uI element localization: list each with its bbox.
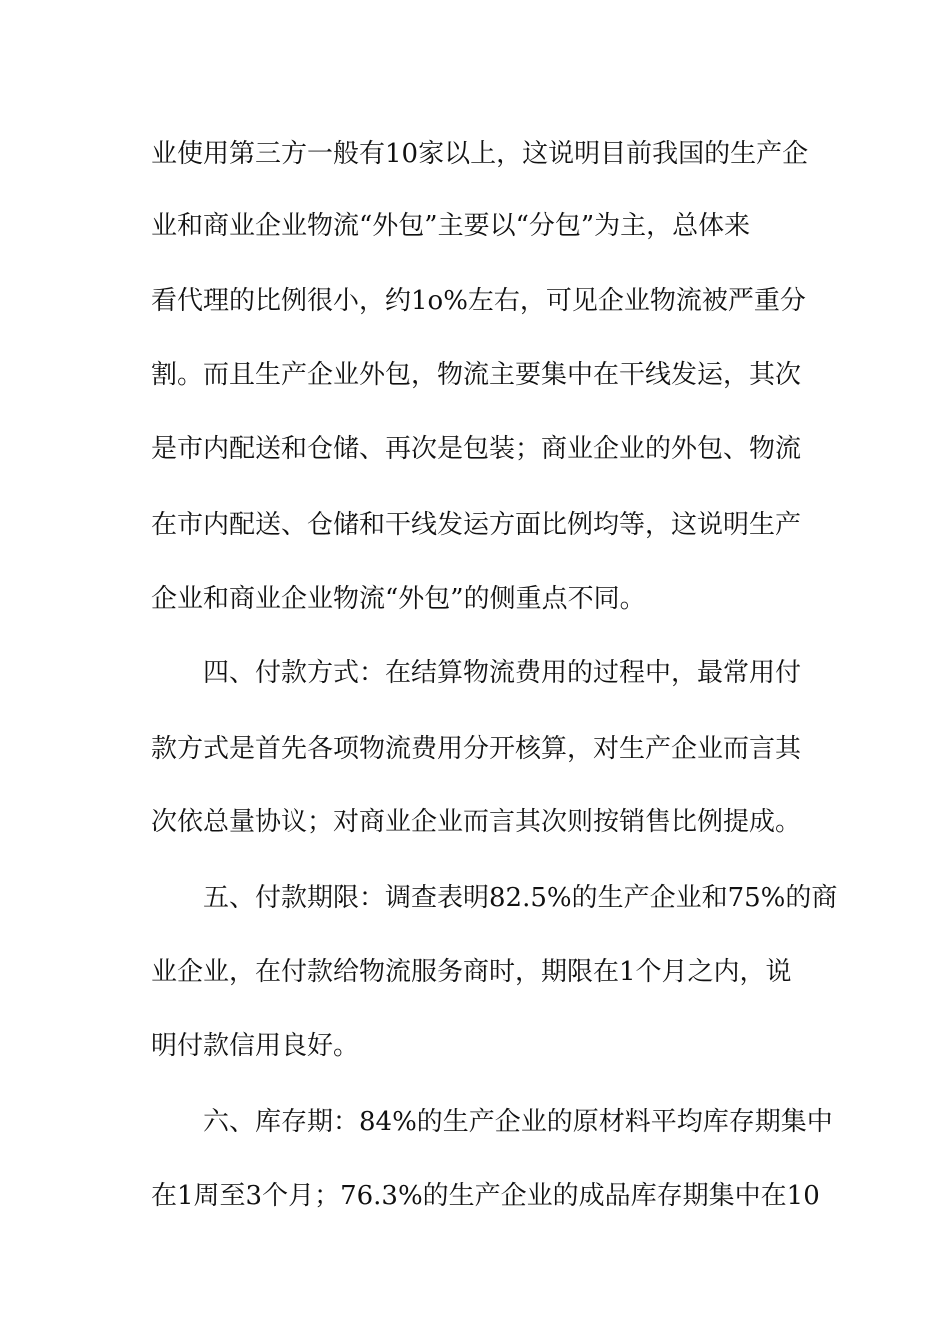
text-line: 企业和商业企业物流“外包”的侧重点不同。 [151, 584, 646, 614]
text-line: 业和商业企业物流“外包”主要以“分包”为主，总体来 [151, 211, 751, 241]
paragraph-heading-payment-term: 五、付款期限：调查表明82.5%的生产企业和75%的商 [203, 883, 838, 913]
text-line: 业使用第三方一般有10家以上，这说明目前我国的生产企 [151, 139, 809, 169]
text-line: 在市内配送、仓储和干线发运方面比例均等，这说明生产 [151, 510, 802, 540]
text-line: 是市内配送和仓储、再次是包装；商业企业的外包、物流 [151, 434, 802, 464]
text-line: 看代理的比例很小，约1o%左右，可见企业物流被严重分 [151, 286, 806, 316]
text-line: 款方式是首先各项物流费用分开核算，对生产企业而言其 [151, 734, 802, 764]
text-line: 在1周至3个月；76.3%的生产企业的成品库存期集中在10 [151, 1181, 820, 1211]
text-line: 明付款信用良好。 [151, 1031, 360, 1061]
paragraph-heading-payment-method: 四、付款方式：在结算物流费用的过程中，最常用付 [203, 658, 802, 688]
paragraph-heading-inventory-period: 六、库存期：84%的生产企业的原材料平均库存期集中 [203, 1107, 833, 1137]
text-line: 次依总量协议；对商业企业而言其次则按销售比例提成。 [151, 807, 802, 837]
text-line: 割。而且生产企业外包，物流主要集中在干线发运，其次 [151, 360, 802, 390]
text-line: 业企业，在付款给物流服务商时，期限在1个月之内，说 [151, 957, 792, 987]
